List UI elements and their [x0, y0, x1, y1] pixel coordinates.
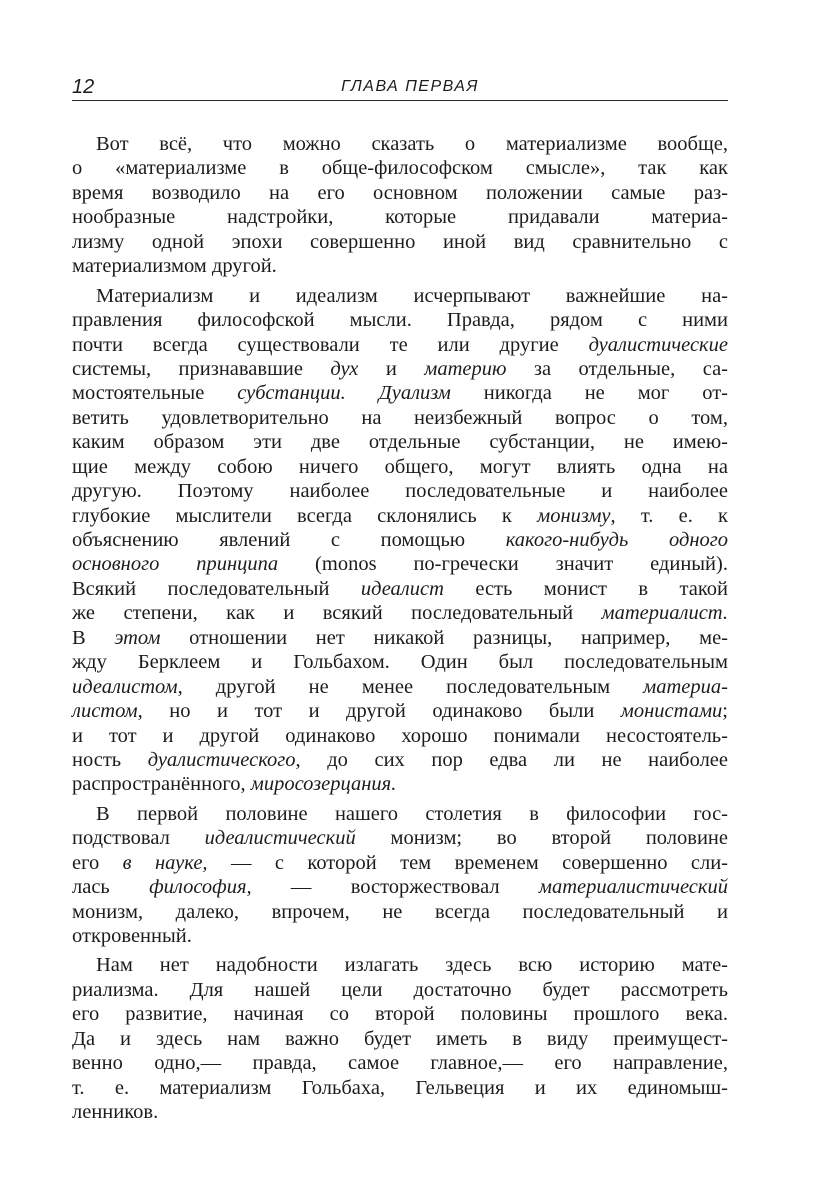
italic-text: материю — [424, 357, 507, 380]
italic-text: субстанции. Дуализм — [237, 382, 451, 405]
text-segment: Вот всё, что можно сказать о материализме вообще, — [96, 133, 728, 155]
paragraph — [72, 802, 728, 949]
text-line — [72, 430, 728, 454]
text-line — [72, 552, 728, 576]
text-segment: системы, признававшие — [72, 357, 331, 380]
text-segment: нообразные надстройки, которые придавали материа- — [72, 206, 728, 229]
text-line — [72, 924, 728, 948]
text-line — [72, 132, 728, 156]
text-line — [72, 577, 728, 601]
text-line — [72, 875, 728, 899]
text-segment: ность — [72, 748, 148, 771]
text-segment: почти всегда существовали те или другие — [72, 333, 589, 356]
text-segment: риализма. Для нашей цели достаточно будет рассмотреть — [72, 978, 728, 1001]
text-segment: , до сих пор едва ли не наиболее — [295, 748, 729, 771]
text-segment: лась — [72, 876, 150, 899]
text-line — [72, 205, 728, 229]
text-segment: , другой не менее последовательным — [177, 675, 644, 698]
text-segment: монизм; во второй половине — [355, 827, 728, 850]
text-line — [72, 181, 728, 205]
text-segment: мостоятельные — [72, 382, 238, 405]
text-line — [72, 1100, 728, 1124]
text-segment: распространённого, — [72, 773, 251, 796]
text-line — [72, 528, 728, 552]
text-line — [72, 650, 728, 674]
italic-text: листом — [72, 700, 138, 723]
text-segment: щие между собою ничего общего, могут влиять одна на — [72, 455, 728, 478]
paragraph — [72, 953, 728, 1124]
text-line — [72, 851, 728, 875]
text-segment: время возводило на его основном положении самые раз- — [72, 181, 728, 204]
text-segment: — восторжествовал — [251, 876, 539, 899]
text-segment: Нам нет надобности излагать здесь всю историю мате- — [96, 954, 728, 977]
italic-text: дух — [330, 357, 359, 380]
text-line — [72, 675, 728, 699]
text-line — [72, 156, 728, 180]
text-segment: (monos по-гречески значит единый). — [278, 553, 728, 576]
text-line — [72, 978, 728, 1002]
text-segment: же степени, как и всякий последовательный — [72, 602, 602, 625]
text-line — [72, 1027, 728, 1051]
italic-text: дуалистические — [588, 333, 728, 356]
text-line — [72, 724, 728, 748]
text-segment: В — [72, 626, 115, 649]
running-head: ГЛАВА ПЕРВАЯ — [341, 78, 479, 95]
text-line — [72, 953, 728, 977]
italic-text: миросозерцания. — [250, 773, 397, 796]
text-line — [72, 802, 728, 826]
text-segment: Всякий последовательный — [72, 577, 361, 600]
text-line — [72, 381, 728, 405]
text-line — [72, 699, 728, 723]
text-line — [72, 1076, 728, 1100]
text-segment: Да и здесь нам важно будет иметь в виду преимущест- — [72, 1027, 728, 1050]
italic-text: идеалист — [360, 577, 444, 600]
text-segment: ленников. — [72, 1101, 159, 1124]
text-line — [72, 479, 728, 503]
text-line — [72, 455, 728, 479]
italic-text: идеалистический — [204, 827, 356, 850]
text-segment: , т. е. к — [610, 504, 729, 527]
text-line — [72, 230, 728, 254]
text-line — [72, 406, 728, 430]
body-text — [72, 132, 728, 1125]
italic-text: идеалистом — [72, 675, 178, 698]
text-line — [72, 357, 728, 381]
text-line — [72, 1002, 728, 1026]
text-segment: другую. Поэтому наиболее последовательные и наиболее — [72, 480, 728, 503]
text-segment: — с которой тем временем совершенно сли- — [207, 851, 729, 874]
text-segment: В первой половине нашего столетия в философии гос- — [96, 802, 728, 825]
italic-text: этом — [114, 626, 161, 649]
text-segment: и — [358, 357, 425, 380]
italic-text: дуалистического — [147, 748, 296, 771]
text-segment: жду Берклеем и Гольбахом. Один был последовательным — [72, 651, 728, 674]
text-segment: и тот и другой одинаково хорошо понимали несостоятель- — [72, 724, 728, 747]
text-segment: отношении нет никакой разницы, например, ме- — [160, 626, 728, 649]
page-header — [72, 74, 728, 101]
text-line — [72, 826, 728, 850]
text-segment: никогда не мог от- — [450, 382, 729, 405]
text-segment: венно одно,— правда, самое главное,— его направление, — [72, 1052, 728, 1075]
text-segment: каким образом эти две отдельные субстанции, не имею- — [72, 431, 728, 454]
text-segment: его — [72, 851, 123, 874]
italic-text: монистами — [620, 700, 723, 723]
italic-text: монизму — [537, 504, 611, 527]
text-segment: о «материализме в обще-философском смысле», так как — [72, 157, 728, 180]
text-line — [72, 333, 728, 357]
text-line — [72, 900, 728, 924]
text-line — [72, 772, 728, 796]
text-segment: глубокие мыслители всегда склонялись к — [72, 504, 538, 527]
text-segment: подствовал — [72, 827, 205, 850]
text-line — [72, 504, 728, 528]
italic-text: основного принципа — [72, 553, 279, 576]
text-segment: материализмом другой. — [72, 255, 277, 278]
text-segment: его развитие, начиная со второй половины прошлого века. — [72, 1003, 728, 1026]
text-segment: объяснению явлений с помощью — [72, 529, 506, 551]
text-segment: монизм, далеко, впрочем, не всегда последовательный и — [72, 900, 728, 923]
text-line — [72, 254, 728, 278]
text-segment: , но и тот и другой одинаково были — [137, 700, 621, 723]
text-segment: Материализм и идеализм исчерпывают важнейшие на- — [96, 284, 728, 307]
text-line — [72, 1051, 728, 1075]
text-line — [72, 601, 728, 625]
italic-text: какого-нибудь одного — [505, 529, 728, 551]
italic-text: материа- — [643, 675, 728, 698]
text-segment: ; — [722, 700, 728, 723]
italic-text: в науке, — [122, 851, 208, 874]
text-line — [72, 748, 728, 772]
paragraph — [72, 284, 728, 797]
text-line — [72, 308, 728, 332]
page-number: 12 — [72, 76, 95, 98]
text-segment: ветить удовлетворительно на неизбежный вопрос о том, — [72, 406, 728, 429]
text-line — [72, 626, 728, 650]
text-segment: есть монист в такой — [443, 577, 728, 600]
text-segment: правления философской мысли. Правда, рядом с ними — [72, 309, 728, 332]
text-segment: откровенный. — [72, 925, 192, 947]
paragraph — [72, 132, 728, 279]
italic-text: философия, — [149, 876, 252, 899]
italic-text: материалист. — [601, 602, 728, 625]
text-segment: за отдельные, са- — [506, 357, 728, 380]
text-segment: лизму одной эпохи совершенно иной вид сравнительно с — [72, 230, 728, 253]
text-line — [72, 284, 728, 308]
text-segment: т. е. материализм Гольбаха, Гельвеция и их единомыш- — [72, 1076, 728, 1099]
italic-text: материалистический — [538, 876, 728, 899]
